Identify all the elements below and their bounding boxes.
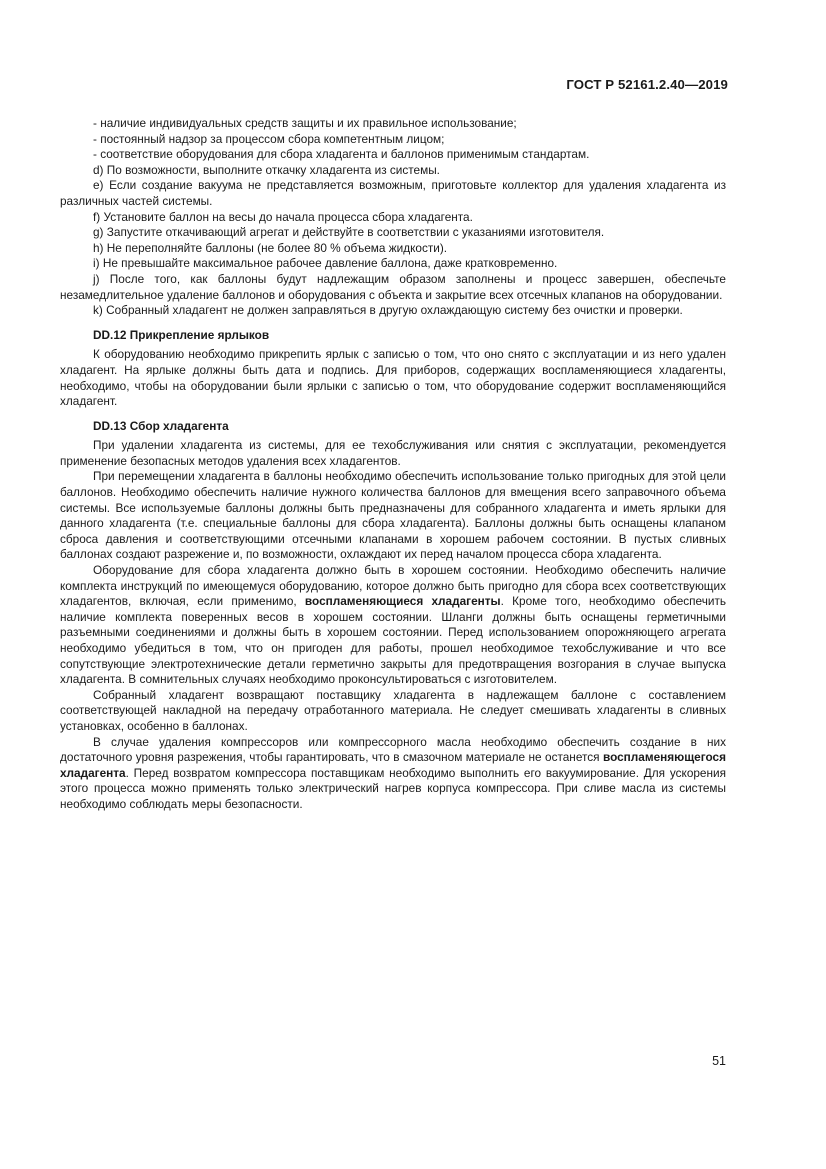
step-e: e) Если создание вакуума не представляется возможным, приготовьте коллектор для удаления хладагента из различных частей системы. [60,178,726,208]
step-g: g) Запустите откачивающий агрегат и действуйте в соответствии с указаниями изготовителя. [93,225,605,240]
section-heading-dd12: DD.12 Прикрепление ярлыков [93,327,270,342]
text-run: В случае удаления компрессоров или компрессорного масла необходимо обеспечить создание в них достаточного уровня разрежения, чтобы гарантировать, что в смазочном материале не останется [60,734,726,765]
text-run: Оборудование для сбора хладагента должно быть в хорошем состоянии. Необходимо обеспечить наличие комплекта инструкций по имеющемуся оборудованию, которое должно быть пригодно для сбора всех соответствующих хладагентов, включая, если применимо, [60,563,726,609]
list-item: - соответствие оборудования для сбора хладагента и баллонов применимым стандартам. [93,147,590,162]
paragraph: При удалении хладагента из системы, для ее техобслуживания или снятия с эксплуатации, рекомендуется применение безопасных методов удаления всех хладагентов. [60,438,726,468]
step-d: d) По возможности, выполните откачку хладагента из системы. [93,162,440,177]
section-heading-dd13: DD.13 Сбор хладагента [93,418,229,433]
paragraph [60,563,726,688]
page-body [60,116,726,813]
document-id: ГОСТ Р 52161.2.40—2019 [566,77,728,92]
page-number: 51 [712,1054,726,1068]
paragraph [60,735,726,813]
paragraph: Собранный хладагент возвращают поставщику хладагента в надлежащем баллоне с составлением соответствующей накладной на передачу отработанного материала. Не следует смешивать хладагенты в сливных установках, особенно в баллонах. [60,687,726,733]
step-h: h) Не переполняйте баллоны (не более 80 % объема жидкости). [93,240,448,255]
paragraph: К оборудованию необходимо прикрепить ярлык с записью о том, что оно снято с эксплуатации и из него удален хладагент. На ярлыке должны быть дата и подпись. Для приборов, содержащих воспламеняющиеся хладагенты, необходимо, чтобы на оборудовании были ярлыки с записью о том, что оборудование содержит воспламеняющийся хладагент. [60,347,726,409]
step-k: k) Собранный хладагент не должен заправляться в другую охлаждающую систему без очистки и проверки. [93,303,683,318]
list-item: - наличие индивидуальных средств защиты и их правильное использование; [93,116,517,130]
bold-term: воспламеняющиеся хладагенты [304,594,501,609]
step-i: i) Не превышайте максимальное рабочее давление баллона, даже кратковременно. [93,256,558,271]
bold-term: воспламеняющегося хладагента [60,750,726,780]
list-item: - постоянный надзор за процессом сбора компетентным лицом; [93,131,445,146]
step-f: f) Установите баллон на весы до начала процесса сбора хладагента. [93,209,473,224]
text-run: . Перед возвратом компрессора поставщикам необходимо выполнить его вакуумирование. Для ускорения этого процесса можно применять только электрический нагрев корпуса компрессора. При сливе масла из системы необходимо соблюдать меры безопасности. [60,765,726,811]
paragraph: При перемещении хладагента в баллоны необходимо обеспечить использование только пригодных для этой цели баллонов. Необходимо обеспечить наличие нужного количества баллонов для вмещения всего заправочного объема системы. Все используемые баллоны должны быть предназначены для собранного хладагента и иметь ярлыки для данного хладагента (т.е. специальные баллоны для сбора хладагента). Баллоны должны быть оснащены клапаном сброса давления и соответствующими отсечными клапанами в хорошем рабочем состоянии. В пустых сливных баллонах создают разрежение и, по возможности, охлаждают их перед началом процесса сбора хладагента. [60,469,726,562]
step-j: j) После того, как баллоны будут надлежащим образом заполнены и процесс завершен, обеспечьте незамедлительное удаление баллонов и оборудования с объекта и закрытие всех отсечных клапанов на оборудовании. [60,271,726,302]
text-run: . Кроме того, необходимо обеспечить наличие комплекта поверенных весов в хорошем состоянии. Шланги должны быть оснащены герметичными разъемными соединениями и должны быть в хорошем состоянии. Перед использованием опорожняющего агрегата необходимо убедиться в том, что он пригоден для работы, прошел необходимое техобслуживание и что все сопутствующие электротехнические детали герметично закрыты для предотвращения возгорания в случае выпуска хладагента. В сомнительных случаях необходимо проконсультироваться с изготовителем. [60,594,727,687]
